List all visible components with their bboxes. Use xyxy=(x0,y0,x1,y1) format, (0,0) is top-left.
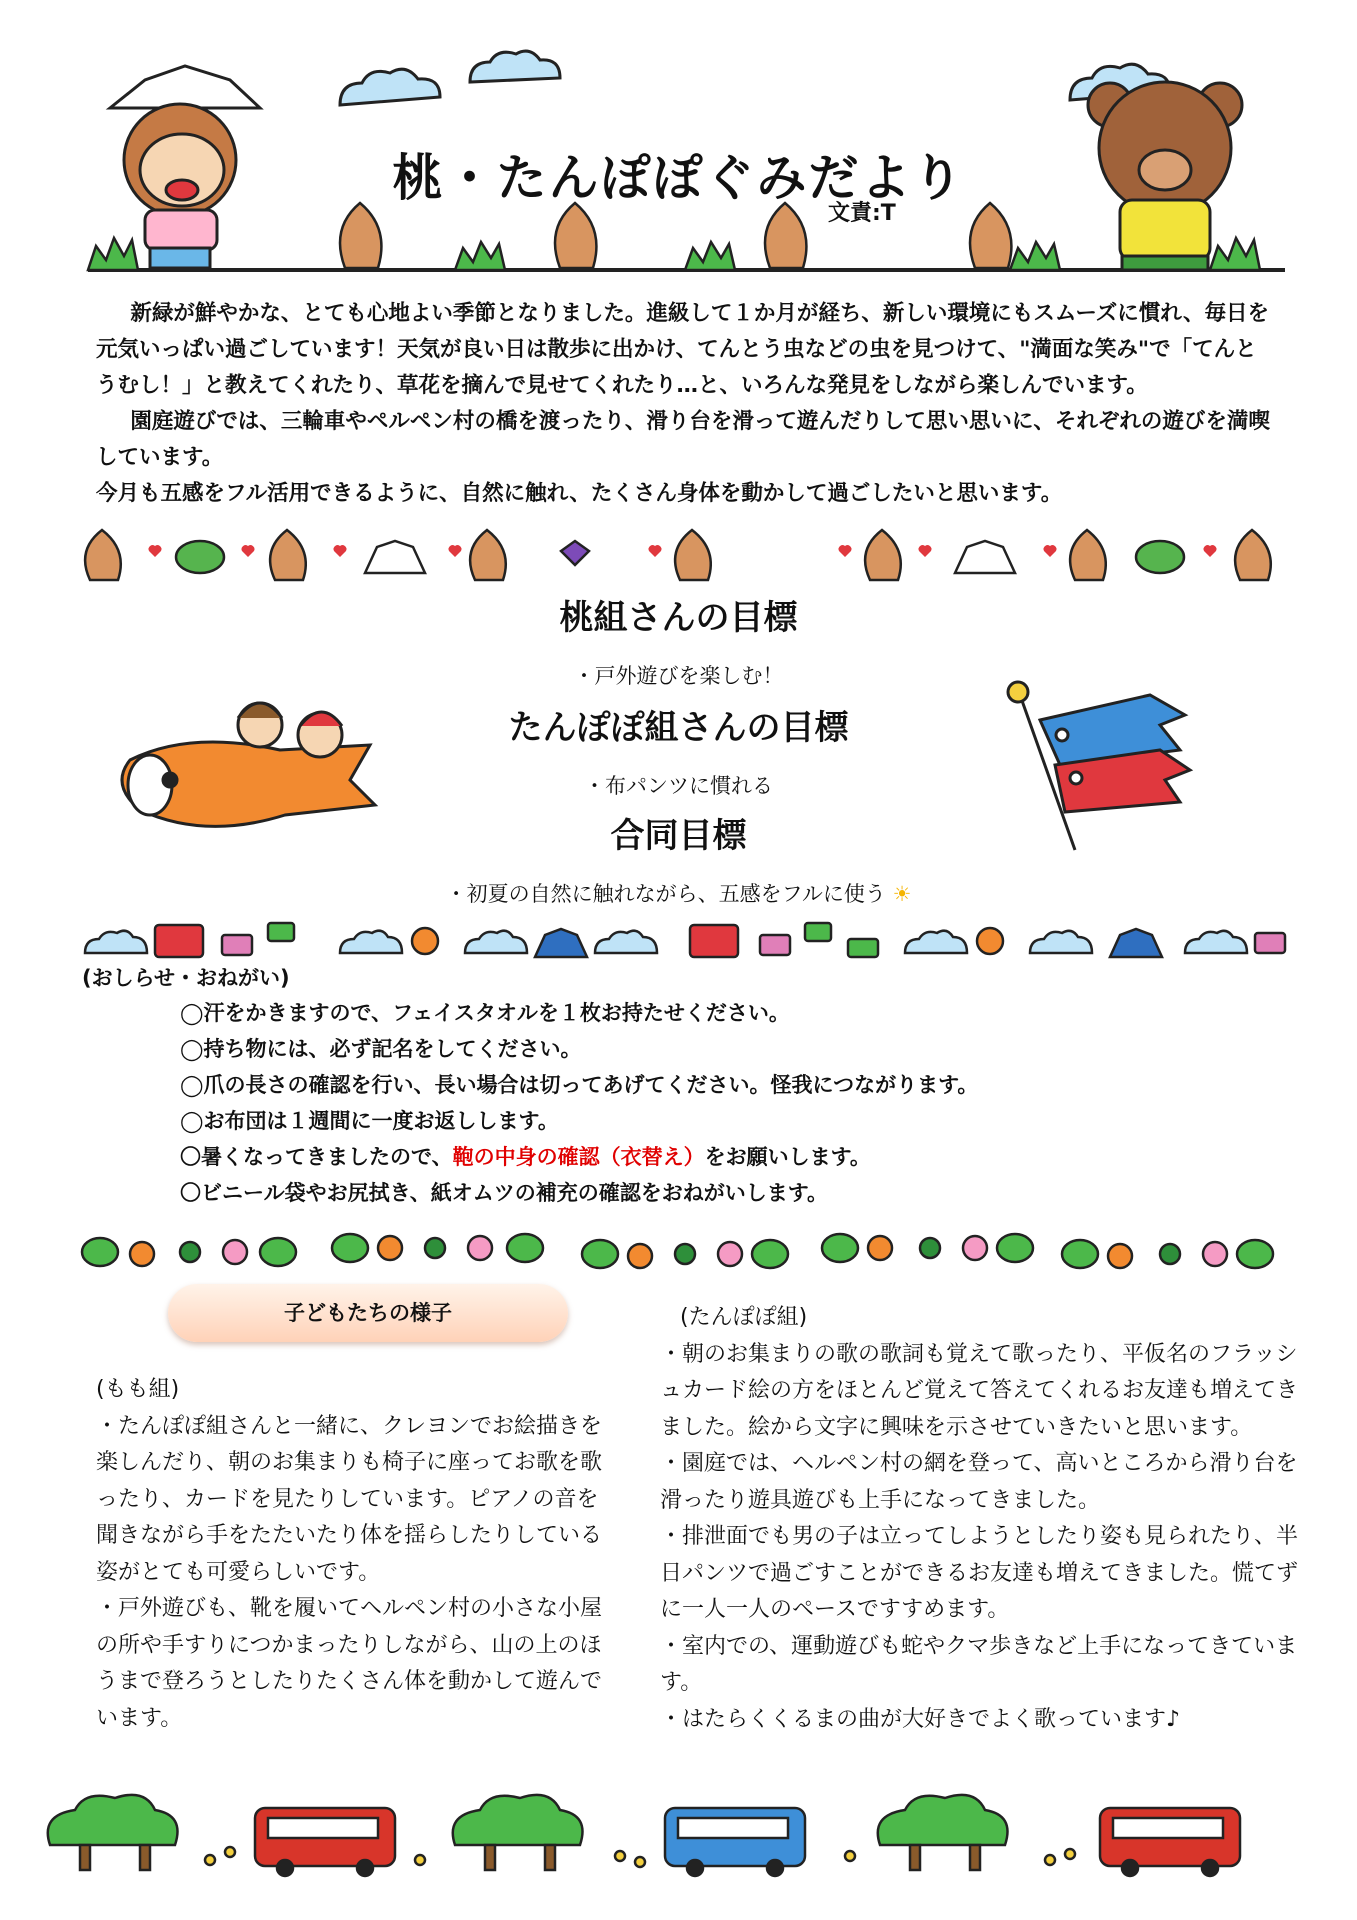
decorative-border-bamboo xyxy=(0,525,1357,585)
tanpopo-paragraph: ・室内での、運動遊びも蛇やクマ歩きなど上手になってきています。 xyxy=(660,1633,1298,1695)
momo-paragraph: ・たんぽぽ組さんと一緒に、クレヨンでお絵描きを楽しんだり、朝のお集まりも椅子に座ってお歌を歌ったり、カードを見たりしています。ピアノの音を聞きながら手をたたいたり体を揺らしたりしている姿がとても可愛らしいです。 xyxy=(96,1413,603,1585)
intro-paragraph: 新緑が鮮やかな、とても心地よい季節となりました。進級して１か月が経ち、新しい環境にもスムーズに慣れ、毎日を元気いっぱい過ごしています！天気が良い日は散歩に出かけ、てんとう虫などの虫を見つけて、"満面な笑み"で「てんとうむし！」と教えてくれたり、草花を摘んで見せてくれたり…と、いろんな発見をしながら楽しんでいます。 xyxy=(96,301,1270,398)
koinobori-illustration xyxy=(1000,680,1200,860)
notice-item: ◯爪の長さの確認を行い、長い場合は切ってあげてください。怪我につながります。 xyxy=(180,1073,979,1097)
intro-paragraph: 今月も五感をフル活用できるように、自然に触れ、たくさん身体を動かして過ごしたいと思います。 xyxy=(96,481,1063,506)
iris-flower-icon xyxy=(561,541,589,565)
joint-goal-label: ・初夏の自然に触れながら、五感をフルに使う xyxy=(445,882,886,906)
notice-item: 〇ビニール袋やお尻拭き、紙オムツの補充の確認をおねがいします。 xyxy=(180,1181,829,1205)
kids-on-carp-illustration xyxy=(110,690,380,860)
momo-class-label: (もも組) xyxy=(96,1377,180,1402)
tanpopo-paragraph: ・排泄面でも男の子は立ってしようとしたり姿も見られたり、半日パンツで過ごすことができるお友達も増えてきました。慌てずに一人一人のペースですすめます。 xyxy=(660,1524,1299,1622)
intro-text xyxy=(96,296,1276,512)
tanpopo-goal-heading: たんぽぽ組さんの目標 xyxy=(508,708,849,748)
notice-item xyxy=(180,1139,1300,1175)
notice-heading: (おしらせ・おねがい) xyxy=(82,966,290,990)
tanpopo-goal-text: ・布パンツに慣れる xyxy=(584,774,773,798)
momo-column xyxy=(96,1372,604,1737)
tanpopo-column xyxy=(660,1300,1300,1738)
tanpopo-paragraph: ・はたらくくるまの曲が大好きでよく歌っています♪ xyxy=(660,1706,1181,1732)
momo-goal-heading: 桃組さんの目標 xyxy=(559,598,798,638)
joint-goal-heading: 合同目標 xyxy=(610,816,747,856)
children-section-heading: 子どもたちの様子 xyxy=(168,1284,568,1342)
notice-highlight: 鞄の中身の確認（衣替え） xyxy=(452,1145,705,1169)
sun-icon: ☀ xyxy=(892,882,912,906)
author-credit: 文責:T xyxy=(828,201,896,226)
notice-item: ◯お布団は１週間に一度お返しします。 xyxy=(180,1109,559,1133)
tanpopo-paragraph: ・園庭では、ヘルペン村の網を登って、高いところから滑り台を滑ったり遊具遊びも上手になってきました。 xyxy=(660,1451,1298,1513)
cloud-icon xyxy=(85,931,1247,953)
momo-paragraph: ・戸外遊びも、靴を履いてヘルペン村の小さな小屋の所や手すりにつかまったりしながら、山の上のほうまで登ろうとしたりたくさん体を動かして遊んでいます。 xyxy=(96,1596,603,1731)
page-title: 桃・たんぽぽぐみだより xyxy=(392,149,965,207)
bamboo-shoot-icon xyxy=(85,530,1271,580)
joint-goal-text xyxy=(0,878,1357,908)
notice-item: ◯汗をかきますので、フェイスタオルを１枚お持たせください。 xyxy=(180,1001,790,1025)
notice-item-text: をお願いします。 xyxy=(704,1145,871,1169)
decorative-border-flowers xyxy=(0,1222,1357,1278)
notice-item-text: 〇暑くなってきましたので、 xyxy=(180,1145,453,1169)
tree-icon xyxy=(48,1795,1008,1845)
notice-item: ◯持ち物には、必ず記名をしてください。 xyxy=(180,1037,582,1061)
notice-list xyxy=(180,995,1300,1211)
momo-goal-text: ・戸外遊びを楽しむ！ xyxy=(573,664,784,688)
intro-paragraph: 園庭遊びでは、三輪車やペルペン村の橋を渡ったり、滑り台を滑って遊んだりして思い思いに、それぞれの遊びを満喫しています。 xyxy=(96,409,1270,470)
tanpopo-class-label: (たんぽぽ組) xyxy=(680,1305,808,1330)
decorative-border-koinobori xyxy=(0,915,1357,963)
bamboo-shoot-icon xyxy=(340,203,1011,268)
cloud-icon xyxy=(340,51,1170,105)
tanpopo-paragraph: ・朝のお集まりの歌の歌詞も覚えて歌ったり、平仮名のフラッシュカード絵の方をほとんど覚えて答えてくれるお友達も増えてきました。絵から文字に興味を示させていきたいと思います。 xyxy=(660,1341,1299,1440)
footer-illustration xyxy=(0,1790,1357,1880)
